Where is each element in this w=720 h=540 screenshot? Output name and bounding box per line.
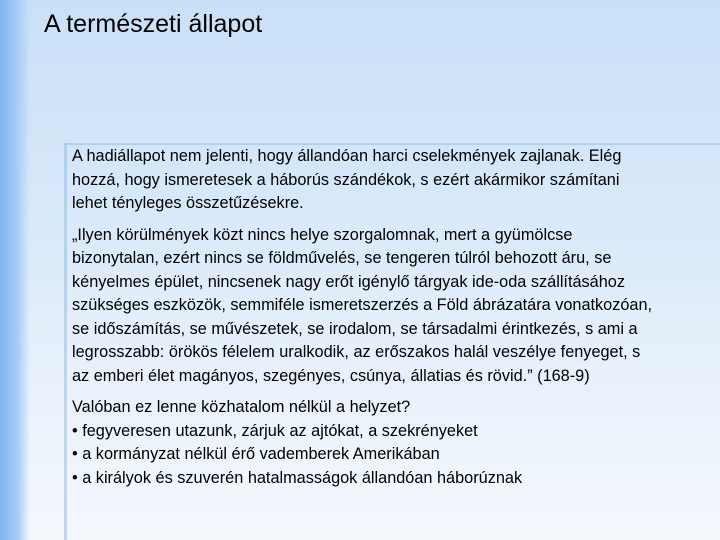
question-text: Valóban ez lenne közhatalom nélkül a helyzet? <box>72 398 411 416</box>
bullet-item: • a kormányzat nélkül érő vademberek Amerikában <box>72 445 440 463</box>
slide-title: A természeti állapot <box>44 10 263 38</box>
paragraph-intro <box>72 145 720 216</box>
quote-line: legrosszabb: örökös félelem uralkodik, az erőszakos halál veszélye fenyeget, s <box>72 343 641 361</box>
quote-line: szükséges eszközök, semmiféle ismeretszerzés a Föld ábrázatára vonatkozóan, <box>72 296 653 314</box>
quote-paragraph <box>72 224 720 389</box>
bullet-item: • a királyok és szuverén hatalmasságok állandóan háborúznak <box>72 468 523 487</box>
text-line: lehet tényleges összetűzésekre. <box>72 194 304 212</box>
text-line: hozzá, hogy ismeretesek a háborús szándékok, s ezért akármikor számítani <box>72 170 620 189</box>
quote-line: kényelmes épület, nincsenek nagy erőt igénylő tárgyak ide-oda szállításához <box>72 272 625 291</box>
bullet-list <box>72 420 720 491</box>
question-section <box>72 396 720 490</box>
bullet-item: • fegyveresen utazunk, zárjuk az ajtókat, a szekrényeket <box>72 421 478 440</box>
quote-line: „Ilyen körülmények közt nincs helye szorgalomnak, mert a gyümölcse <box>72 225 573 244</box>
quote-line: az emberi élet magányos, szegényes, csúnya, állatias és rövid.” (168-9) <box>72 366 590 385</box>
vertical-accent-line <box>64 143 67 540</box>
quote-line: se időszámítás, se művészetek, se irodalom, se társadalmi érintkezés, s ami a <box>72 319 638 338</box>
quote-line: bizonytalan, ezért nincs se földművelés, se tengeren túlról behozott áru, se <box>72 249 612 267</box>
left-accent-band <box>0 0 30 540</box>
text-line: A hadiállapot nem jelenti, hogy állandóan harci cselekmények zajlanak. Elég <box>72 147 622 165</box>
slide-body <box>72 145 720 490</box>
